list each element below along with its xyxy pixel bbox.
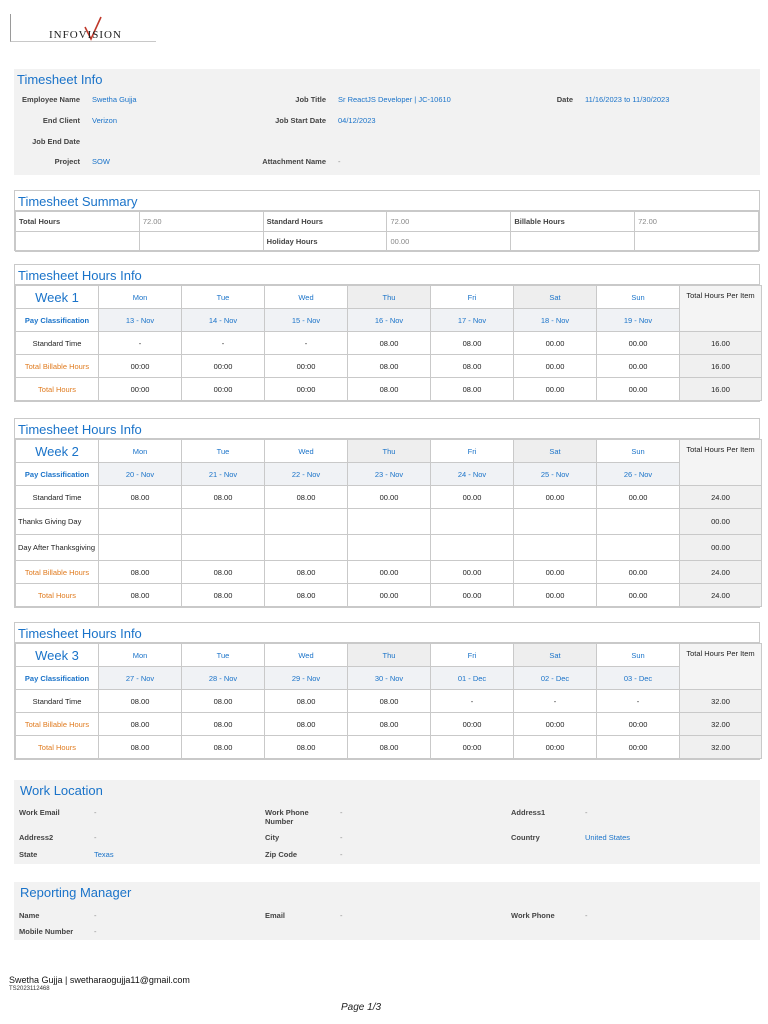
project-value: SOW — [92, 157, 110, 166]
hours-cell: 08.00 — [182, 690, 265, 713]
hours-cell: 00:00 — [265, 378, 348, 401]
logo-text: INFOVISION — [49, 29, 122, 41]
manager-phone-value: - — [585, 911, 588, 920]
hours-cell: 00.00 — [597, 332, 680, 355]
state-label: State — [19, 850, 38, 859]
date-cell: 15 - Nov — [265, 309, 348, 332]
row-label: Standard Time — [16, 690, 99, 713]
hours-info-title: Timesheet Hours Info — [15, 623, 759, 643]
billable-hours-value: 72.00 — [635, 212, 759, 232]
manager-email-value: - — [340, 911, 343, 920]
row-total: 00.00 — [680, 509, 762, 535]
day-header-sun: Sun — [597, 644, 680, 667]
day-header-mon: Mon — [99, 286, 182, 309]
week-hours-table — [15, 643, 762, 759]
week-1-hours-panel — [14, 264, 760, 402]
hours-cell: 00.00 — [514, 486, 597, 509]
hours-cell: 08.00 — [265, 713, 348, 736]
date-cell: 17 - Nov — [431, 309, 514, 332]
manager-name-label: Name — [19, 911, 40, 920]
summary-empty-cell — [16, 232, 140, 252]
row-total: 32.00 — [680, 736, 762, 759]
city-label: City — [265, 833, 280, 842]
pay-classification-label: Pay Classification — [16, 309, 99, 332]
day-header-wed: Wed — [265, 644, 348, 667]
day-header-sun: Sun — [597, 440, 680, 463]
date-cell: 20 - Nov — [99, 463, 182, 486]
date-cell: 21 - Nov — [182, 463, 265, 486]
hours-cell: - — [265, 332, 348, 355]
total-hours-value: 72.00 — [139, 212, 263, 232]
job-title-value: Sr ReactJS Developer | JC-10610 — [338, 95, 451, 104]
row-label: Total Hours — [16, 378, 99, 401]
hours-cell — [348, 535, 431, 561]
billable-hours-label: Billable Hours — [511, 212, 635, 232]
total-per-item-header: Total Hours Per Item — [680, 286, 762, 332]
hours-cell: 08.00 — [265, 486, 348, 509]
end-client-value: Verizon — [92, 116, 118, 125]
date-cell: 29 - Nov — [265, 667, 348, 690]
hours-cell: 08.00 — [265, 561, 348, 584]
manager-name-value: - — [94, 911, 97, 920]
manager-phone-label: Work Phone — [511, 911, 555, 920]
hours-cell: 08.00 — [99, 713, 182, 736]
day-header-wed: Wed — [265, 440, 348, 463]
row-label: Total Billable Hours — [16, 713, 99, 736]
hours-cell: 00:00 — [99, 355, 182, 378]
work-email-label: Work Email — [19, 808, 60, 817]
hours-cell: 00.00 — [514, 561, 597, 584]
hours-cell: 08.00 — [182, 584, 265, 607]
week-3-hours-panel — [14, 622, 760, 760]
row-total: 16.00 — [680, 378, 762, 401]
hours-cell — [597, 509, 680, 535]
hours-cell: 08.00 — [348, 736, 431, 759]
day-header-fri: Fri — [431, 440, 514, 463]
standard-hours-value: 72.00 — [387, 212, 511, 232]
zip-value: - — [340, 850, 343, 859]
address2-value: - — [94, 833, 97, 842]
reporting-manager-title: Reporting Manager — [20, 885, 132, 900]
hours-cell: 08.00 — [265, 690, 348, 713]
hours-cell: 08.00 — [99, 486, 182, 509]
date-cell: 16 - Nov — [348, 309, 431, 332]
date-cell: 28 - Nov — [182, 667, 265, 690]
company-logo — [10, 14, 156, 42]
country-label: Country — [511, 833, 540, 842]
hours-cell: 00:00 — [431, 736, 514, 759]
footer-timesheet-id: TS2023112468 — [9, 986, 50, 992]
hours-cell: 00:00 — [514, 736, 597, 759]
hours-cell: 00:00 — [265, 355, 348, 378]
week-label: Week 3 — [16, 644, 99, 667]
date-cell: 25 - Nov — [514, 463, 597, 486]
country-value: United States — [585, 833, 631, 842]
summary-table — [15, 211, 759, 252]
week-hours-table — [15, 285, 762, 401]
hours-cell — [99, 535, 182, 561]
day-header-mon: Mon — [99, 644, 182, 667]
hours-cell: 00.00 — [597, 355, 680, 378]
work-phone-value: - — [340, 808, 343, 817]
zip-label: Zip Code — [265, 850, 298, 859]
hours-cell: 00:00 — [431, 713, 514, 736]
hours-cell: 08.00 — [99, 584, 182, 607]
week-2-hours-panel — [14, 418, 760, 608]
pay-classification-label: Pay Classification — [16, 667, 99, 690]
hours-cell: - — [182, 332, 265, 355]
row-label: Day After Thanksgiving — [16, 535, 99, 561]
hours-cell: - — [99, 332, 182, 355]
hours-cell: 08.00 — [99, 690, 182, 713]
day-header-thu: Thu — [348, 644, 431, 667]
day-header-wed: Wed — [265, 286, 348, 309]
pay-classification-label: Pay Classification — [16, 463, 99, 486]
row-total: 32.00 — [680, 690, 762, 713]
hours-cell: 00:00 — [182, 355, 265, 378]
hours-cell: 00.00 — [597, 561, 680, 584]
hours-cell: 00.00 — [431, 486, 514, 509]
total-per-item-header: Total Hours Per Item — [680, 440, 762, 486]
reporting-manager-panel — [14, 882, 760, 940]
attachment-value: - — [338, 157, 341, 166]
week-label: Week 2 — [16, 440, 99, 463]
date-cell: 02 - Dec — [514, 667, 597, 690]
date-cell: 30 - Nov — [348, 667, 431, 690]
row-label: Total Hours — [16, 584, 99, 607]
employee-name-label: Employee Name — [22, 95, 80, 104]
hours-cell — [182, 535, 265, 561]
hours-info-title: Timesheet Hours Info — [15, 265, 759, 285]
hours-cell: 00.00 — [348, 584, 431, 607]
week-hours-table — [15, 439, 762, 607]
work-location-panel — [14, 780, 760, 864]
hours-cell: 00.00 — [597, 378, 680, 401]
date-cell: 18 - Nov — [514, 309, 597, 332]
date-cell: 01 - Dec — [431, 667, 514, 690]
hours-cell: 00.00 — [514, 584, 597, 607]
day-header-fri: Fri — [431, 644, 514, 667]
holiday-hours-value: 00.00 — [387, 232, 511, 252]
hours-cell: 00.00 — [514, 355, 597, 378]
hours-cell: 00.00 — [514, 378, 597, 401]
hours-cell: 08.00 — [182, 713, 265, 736]
hours-cell: 00:00 — [514, 713, 597, 736]
row-total: 16.00 — [680, 355, 762, 378]
city-value: - — [340, 833, 343, 842]
row-total: 32.00 — [680, 713, 762, 736]
day-header-sat: Sat — [514, 644, 597, 667]
date-cell: 23 - Nov — [348, 463, 431, 486]
hours-cell: 08.00 — [182, 736, 265, 759]
date-cell: 24 - Nov — [431, 463, 514, 486]
hours-cell — [431, 509, 514, 535]
hours-cell: 00.00 — [348, 561, 431, 584]
day-header-tue: Tue — [182, 440, 265, 463]
attachment-label: Attachment Name — [262, 157, 326, 166]
day-header-mon: Mon — [99, 440, 182, 463]
hours-cell: - — [514, 690, 597, 713]
day-header-tue: Tue — [182, 644, 265, 667]
hours-cell: 08.00 — [265, 736, 348, 759]
date-cell: 27 - Nov — [99, 667, 182, 690]
hours-cell: 08.00 — [431, 378, 514, 401]
work-phone-label: Work Phone Number — [265, 808, 309, 826]
hours-cell — [514, 509, 597, 535]
end-client-label: End Client — [42, 116, 80, 125]
date-label: Date — [556, 95, 573, 104]
hours-info-title: Timesheet Hours Info — [15, 419, 759, 439]
row-total: 00.00 — [680, 535, 762, 561]
timesheet-summary-title: Timesheet Summary — [15, 191, 759, 211]
date-value: 11/16/2023 to 11/30/2023 — [585, 95, 670, 104]
work-location-title: Work Location — [20, 783, 103, 798]
address1-label: Address1 — [511, 808, 546, 817]
hours-cell: 08.00 — [431, 332, 514, 355]
day-header-sun: Sun — [597, 286, 680, 309]
state-value: Texas — [94, 850, 114, 859]
date-cell: 26 - Nov — [597, 463, 680, 486]
hours-cell: 08.00 — [99, 561, 182, 584]
mobile-label: Mobile Number — [19, 927, 74, 936]
hours-cell — [99, 509, 182, 535]
hours-cell — [597, 535, 680, 561]
hours-cell: 00:00 — [597, 713, 680, 736]
summary-empty-cell — [139, 232, 263, 252]
job-title-label: Job Title — [295, 95, 326, 104]
project-label: Project — [54, 157, 80, 166]
hours-cell: 00:00 — [182, 378, 265, 401]
address2-label: Address2 — [19, 833, 54, 842]
row-label: Standard Time — [16, 486, 99, 509]
timesheet-info-title: Timesheet Info — [17, 72, 103, 87]
day-header-tue: Tue — [182, 286, 265, 309]
hours-cell: 08.00 — [348, 332, 431, 355]
hours-cell: 08.00 — [348, 713, 431, 736]
row-label: Total Hours — [16, 736, 99, 759]
day-header-fri: Fri — [431, 286, 514, 309]
total-per-item-header: Total Hours Per Item — [680, 644, 762, 690]
employee-name-value: Swetha Gujja — [92, 95, 137, 104]
hours-cell: 08.00 — [348, 355, 431, 378]
hours-cell: 00.00 — [431, 584, 514, 607]
row-total: 24.00 — [680, 486, 762, 509]
hours-cell — [182, 509, 265, 535]
day-header-sat: Sat — [514, 440, 597, 463]
row-label: Total Billable Hours — [16, 561, 99, 584]
hours-cell: 00.00 — [431, 561, 514, 584]
address1-value: - — [585, 808, 588, 817]
hours-cell: 08.00 — [265, 584, 348, 607]
work-email-value: - — [94, 808, 97, 817]
hours-cell: 08.00 — [431, 355, 514, 378]
row-total: 16.00 — [680, 332, 762, 355]
row-label: Total Billable Hours — [16, 355, 99, 378]
hours-cell — [348, 509, 431, 535]
footer-name-email: Swetha Gujja | swetharaogujja11@gmail.com — [9, 975, 190, 985]
date-cell: 03 - Dec — [597, 667, 680, 690]
day-header-sat: Sat — [514, 286, 597, 309]
row-total: 24.00 — [680, 561, 762, 584]
hours-cell: 00.00 — [597, 486, 680, 509]
week-label: Week 1 — [16, 286, 99, 309]
date-cell: 19 - Nov — [597, 309, 680, 332]
standard-hours-label: Standard Hours — [263, 212, 387, 232]
job-start-value: 04/12/2023 — [338, 116, 376, 125]
date-cell: 14 - Nov — [182, 309, 265, 332]
hours-cell: 00.00 — [597, 584, 680, 607]
hours-cell — [265, 509, 348, 535]
date-cell: 13 - Nov — [99, 309, 182, 332]
hours-cell: 00.00 — [348, 486, 431, 509]
total-hours-label: Total Hours — [16, 212, 140, 232]
holiday-hours-label: Holiday Hours — [263, 232, 387, 252]
hours-cell: 08.00 — [99, 736, 182, 759]
manager-email-label: Email — [265, 911, 286, 920]
summary-empty-cell — [511, 232, 635, 252]
hours-cell — [265, 535, 348, 561]
hours-cell — [514, 535, 597, 561]
hours-cell: 08.00 — [348, 378, 431, 401]
job-end-label: Job End Date — [32, 137, 80, 146]
hours-cell: - — [431, 690, 514, 713]
timesheet-summary-panel — [14, 190, 760, 251]
day-header-thu: Thu — [348, 440, 431, 463]
timesheet-info-panel — [14, 69, 760, 175]
hours-cell: 00:00 — [99, 378, 182, 401]
hours-cell: 00.00 — [514, 332, 597, 355]
mobile-value: - — [94, 927, 97, 936]
date-cell: 22 - Nov — [265, 463, 348, 486]
hours-cell: 08.00 — [348, 690, 431, 713]
row-total: 24.00 — [680, 584, 762, 607]
summary-empty-cell — [635, 232, 759, 252]
hours-cell: 00:00 — [597, 736, 680, 759]
row-label: Thanks Giving Day — [16, 509, 99, 535]
job-start-label: Job Start Date — [275, 116, 326, 125]
row-label: Standard Time — [16, 332, 99, 355]
day-header-thu: Thu — [348, 286, 431, 309]
hours-cell: 08.00 — [182, 561, 265, 584]
hours-cell: - — [597, 690, 680, 713]
page-number: Page 1/3 — [341, 1002, 382, 1013]
hours-cell — [431, 535, 514, 561]
hours-cell: 08.00 — [182, 486, 265, 509]
